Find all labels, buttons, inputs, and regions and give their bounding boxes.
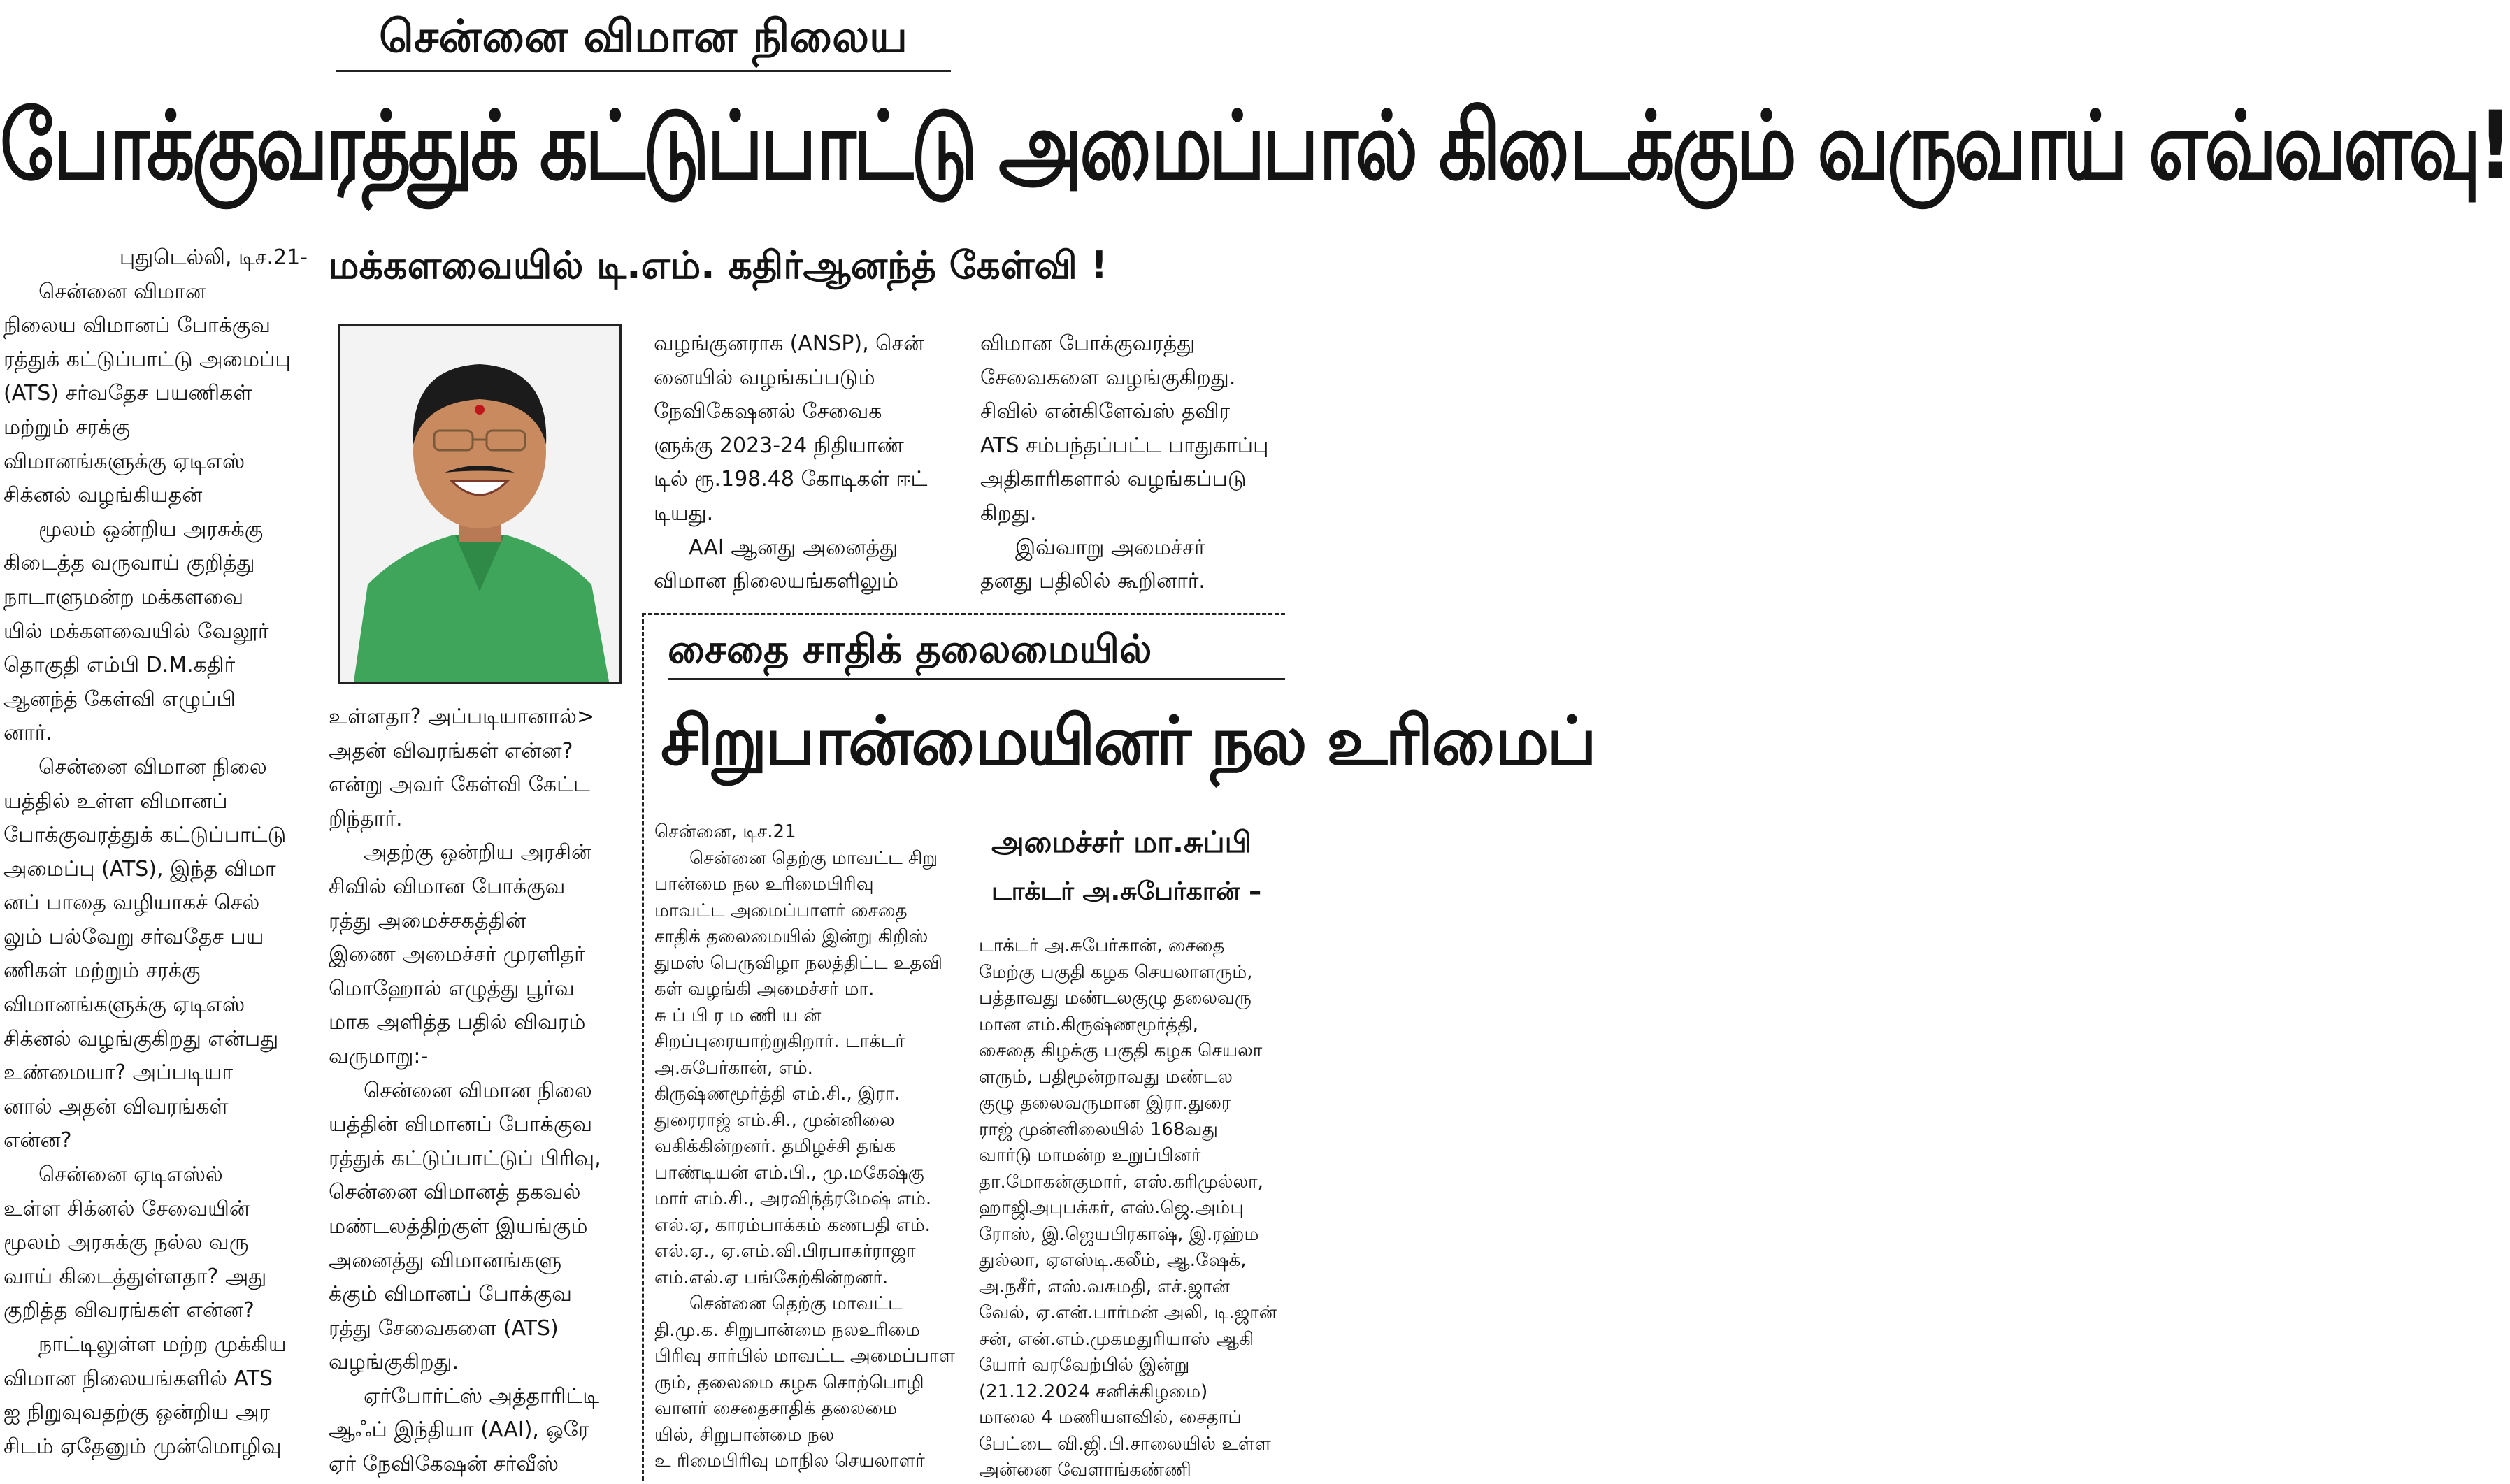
text-line: கிறது. (980, 500, 1037, 526)
text-line: ராஜ் முன்னிலையில் 168வது (979, 1118, 1218, 1140)
text-line: தா.மோகன்குமார், எஸ்.கரிமுல்லா, (979, 1171, 1263, 1193)
text-line: லும் பல்வேறு சர்வதேச பய (3, 924, 264, 949)
text-line: துமஸ் பெருவிழா நலத்திட்ட உதவி (654, 952, 942, 974)
text-line: நாட்டிலுள்ள மற்ற முக்கிய (38, 1332, 287, 1357)
text-line: ஐ நிறுவுவதற்கு ஒன்றிய அர (3, 1400, 271, 1425)
second-kicker: சைதை சாதிக் தலைமையில் (668, 622, 1285, 680)
text-line: ஹாஜிஅபுபக்கர், எஸ்.ஜெ.அம்பு (979, 1197, 1244, 1218)
text-line: விமான நிலையங்களிலும் (654, 569, 899, 594)
text-line: வாய் கிடைத்துள்ளதா? அது (3, 1264, 267, 1289)
text-line: னால் அதன் விவரங்கள் (3, 1094, 229, 1119)
text-line: நிலைய விமானப் போக்குவ (3, 313, 271, 338)
text-line: உண்மையா? அப்படியா (3, 1060, 234, 1086)
text-line: டாக்டர் அ.சுபேர்கான், சைதை (979, 935, 1225, 956)
text-line: பான்மை நல உரிமைபிரிவு (654, 874, 874, 895)
text-line: சிறப்புரையாற்றுகிறார். டாக்டர் (654, 1031, 905, 1052)
text-line: சென்னை விமான நிலை (364, 1078, 592, 1103)
text-line: னார். (3, 721, 52, 746)
text-line: குழு தலைவருமான இரா.துரை (979, 1093, 1231, 1114)
text-line: (21.12.2024 சனிக்கிழமை) (979, 1381, 1208, 1402)
text-line: AAI ஆனது அனைத்து (689, 535, 898, 560)
text-line: உள்ள சிக்னல் சேவையின் (3, 1196, 250, 1221)
text-line: பத்தாவது மண்டலகுழு தலைவரு (979, 988, 1252, 1009)
second-subhead-1: அமைச்சர் மா.சுப்பி (991, 825, 1252, 859)
text-line: சிவில் விமான போக்குவ (329, 874, 566, 899)
text-line: அனைத்து விமானங்களு (329, 1248, 562, 1273)
text-line: றிந்தார். (329, 806, 403, 831)
text-line: புதுடெல்லி, டிச.21- (119, 245, 308, 270)
text-line: க்கும் விமானப் போக்குவ (329, 1282, 572, 1307)
text-line: ணிகள் மற்றும் சரக்கு (3, 958, 201, 984)
text-line: ரத்து சேவைகளை (ATS) (329, 1316, 559, 1341)
text-line: சென்னை விமான (38, 279, 206, 304)
text-line: அன்னை வேளாங்கண்ணி (979, 1460, 1191, 1481)
text-line: சு ப் பி ர ம ணி ய ன் (654, 1004, 822, 1026)
text-line: ATS சம்பந்தப்பட்ட பாதுகாப்பு (980, 433, 1269, 458)
text-line: சிடம் ஏதேனும் முன்மொழிவு (3, 1434, 282, 1459)
text-line: சிக்னல் வழங்கியதன் (3, 483, 203, 508)
text-line: தி.மு.க. சிறுபான்மை நலஉரிமை (654, 1319, 920, 1341)
text-line: ஆனந்த் கேள்வி எழுப்பி (3, 686, 236, 712)
text-line: ரத்துக் கட்டுப்பாட்டு அமைப்பு (3, 347, 291, 372)
text-line: மூலம் அரசுக்கு நல்ல வரு (3, 1230, 249, 1255)
second-article-column-left (654, 819, 955, 1475)
text-line: நாடாளுமன்ற மக்களவை (3, 584, 244, 610)
portrait-illustration (340, 326, 619, 682)
text-line: மாலை 4 மணியளவில், சைதாப் (979, 1407, 1242, 1428)
text-line: ரும், தலைமை கழக சொற்பொழி (654, 1371, 924, 1393)
text-line: மற்றும் சரக்கு (3, 415, 131, 440)
article-column-right-2 (980, 327, 1281, 599)
text-line: எல்.ஏ., ஏ.எம்.வி.பிரபாகர்ராஜா (654, 1241, 916, 1262)
second-subhead-2: டாக்டர் அ.சுபேர்கான் – (991, 877, 1262, 906)
text-line: யத்தின் விமானப் போக்குவ (329, 1112, 593, 1137)
text-line: யில் மக்களவையில் வேலூர் (3, 619, 269, 644)
main-headline: போக்குவரத்துக் கட்டுப்பாட்டு அமைப்பால் கிடைக்கும் வருவாய் எவ்வளவு! (0, 92, 2510, 201)
text-line: போக்குவரத்துக் கட்டுப்பாட்டு (3, 823, 287, 848)
article-column-middle (329, 700, 629, 1482)
text-line: சென்னை விமான நிலை (38, 754, 267, 779)
text-line: கிடைத்த வருவாய் குறித்து (3, 551, 255, 576)
text-line: உ ரிமைபிரிவு மாநில செயலாளர் (654, 1450, 925, 1471)
text-line: வழங்குகிறது. (329, 1350, 459, 1375)
text-line: அதிகாரிகளால் வழங்கப்படு (980, 467, 1247, 492)
portrait-photo (338, 324, 622, 684)
text-line: மூலம் ஒன்றிய அரசுக்கு (38, 517, 264, 542)
text-line: இவ்வாறு அமைச்சர் (1015, 535, 1205, 560)
text-line: சென்னை, டிச.21 (654, 821, 796, 842)
text-line: வருமாறு:- (329, 1044, 429, 1069)
text-line: சேவைகளை வழங்குகிறது. (980, 365, 1236, 390)
text-line: அ.சுபேர்கான், எம். (654, 1057, 813, 1079)
text-line: மாக அளித்த பதில் விவரம் (329, 1010, 586, 1035)
text-line: யில், சிறுபான்மை நல (654, 1424, 835, 1446)
text-line: மார் எம்.சி., அரவிந்த்ரமேஷ் எம். (654, 1188, 932, 1209)
text-line: அதன் விவரங்கள் என்ன? (329, 738, 573, 763)
text-line: மான எம்.கிருஷ்ணமூர்த்தி, (979, 1014, 1198, 1035)
text-line: அமைப்பு (ATS), இந்த விமா (3, 856, 276, 881)
text-line: சென்னை தெற்கு மாவட்ட சிறு (689, 847, 938, 869)
article-column-left (3, 241, 308, 1464)
text-line: சிவில் என்கிளேவ்ஸ் தவிர (980, 399, 1231, 424)
text-line: சிக்னல் வழங்குகிறது என்பது (3, 1026, 279, 1051)
text-line: (ATS) சர்வதேச பயணிகள் (3, 381, 252, 406)
text-line: அ.நசீர், எஸ்.வசுமதி, எச்.ஜான் (979, 1276, 1230, 1297)
text-line: மாவட்ட அமைப்பாளர் சைதை (654, 900, 908, 921)
text-line: சென்னை விமானத் தகவல் (329, 1180, 581, 1205)
text-line: சென்னை ஏடிஎஸ்ல் (38, 1162, 223, 1188)
text-line: சன், என்.எம்.முகமதுரியாஸ் ஆகி (979, 1328, 1254, 1350)
text-line: என்று அவர் கேள்வி கேட்ட (329, 772, 590, 798)
text-line: விமான நிலையங்களில் ATS (3, 1366, 273, 1391)
text-line: டில் ரூ.198.48 கோடிகள் ஈட் (654, 467, 928, 492)
text-line: விமான போக்குவரத்து (980, 331, 1196, 356)
text-line: ளுக்கு 2023-24 நிதியாண் (654, 433, 904, 458)
text-line: தொகுதி எம்பி D.M.கதிர் (3, 653, 236, 678)
text-line: பிரிவு சார்பில் மாவட்ட அமைப்பாள (654, 1346, 955, 1367)
text-line: நேவிகேஷனல் சேவைக (654, 399, 882, 424)
kicker-headline: சென்னை விமான நிலைய (336, 7, 951, 72)
second-article-column-right (979, 933, 1285, 1484)
text-line: என்ன? (3, 1128, 72, 1153)
text-line: உள்ளதா? அப்படியானால்> (329, 705, 595, 729)
text-line: டியது. (654, 500, 714, 526)
text-line: பாண்டியன் எம்.பி., மு.மகேஷ்கு (654, 1162, 924, 1183)
article-column-right-1 (654, 327, 961, 599)
text-line: துல்லா, ஏஎஸ்டி.கலீம், ஆ.ஷேக், (979, 1250, 1247, 1271)
text-line: வார்டு மாமன்ற உறுப்பினர் (979, 1145, 1201, 1166)
text-line: ளரும், பதிமூன்றாவது மண்டல (979, 1066, 1233, 1088)
text-line: எல்.ஏ, காரம்பாக்கம் கணபதி எம். (654, 1214, 931, 1236)
text-line: ஆஃப் இந்தியா (AAI), ஒரே (329, 1418, 589, 1443)
text-line: இணை அமைச்சர் முரளிதர் (329, 942, 585, 967)
text-line: பேட்டை வி.ஜி.பி.சாலையில் உள்ள (979, 1433, 1271, 1455)
text-line: கிருஷ்ணமூர்த்தி எம்.சி., இரா. (654, 1083, 901, 1104)
text-line: மண்டலத்திற்குள் இயங்கும் (329, 1213, 588, 1239)
text-line: தனது பதிலில் கூறினார். (980, 569, 1205, 594)
text-line: ரத்து அமைச்சகத்தின் (329, 908, 526, 933)
sub-headline: மக்களவையில் டி.எம். கதிர்ஆனந்த் கேள்வி ! (329, 243, 1108, 287)
text-line: அதற்கு ஒன்றிய அரசின் (364, 840, 592, 865)
text-line: விமானங்களுக்கு ஏடிஎஸ் (3, 449, 245, 474)
text-line: ரோஸ், இ.ஜெயபிரகாஷ், இ.ரஹ்ம (979, 1223, 1259, 1245)
text-line: வாளர் சைதைசாதிக் தலைமை (654, 1398, 898, 1419)
text-line: ஏர்போர்ட்ஸ் அத்தாரிட்டி (364, 1383, 600, 1409)
text-line: னையில் வழங்கப்படும் (654, 365, 875, 390)
text-line: யத்தில் உள்ள விமானப் (3, 788, 228, 814)
text-line: ரத்துக் கட்டுப்பாட்டுப் பிரிவு, (329, 1146, 601, 1171)
text-line: சென்னை தெற்கு மாவட்ட (689, 1293, 903, 1314)
text-line: எம்.எல்.ஏ பங்கேற்கின்றனர். (654, 1267, 889, 1288)
text-line: வகிக்கின்றனர். தமிழச்சி தங்க (654, 1136, 896, 1157)
text-line: துரைராஜ் எம்.சி., முன்னிலை (654, 1109, 895, 1131)
text-line: விமானங்களுக்கு ஏடிஎஸ் (3, 993, 245, 1018)
text-line: மேற்கு பகுதி கழக செயலாளரும், (979, 961, 1253, 983)
text-line: வேல், ஏ.என்.பார்மன் அலி, டி.ஜான் (979, 1302, 1277, 1323)
text-line: ஏர் நேவிகேஷன் சர்வீஸ் (329, 1452, 559, 1477)
text-line: னப் பாதை வழியாகச் செல் (3, 891, 260, 916)
text-line: குறித்த விவரங்கள் என்ன? (3, 1298, 254, 1323)
text-line: மொஹோல் எழுத்து பூர்வ (329, 976, 575, 1001)
text-line: கள் வழங்கி அமைச்சர் மா. (654, 979, 875, 1000)
text-line: சாதிக் தலைமையில் இன்று கிறிஸ் (654, 926, 928, 947)
text-line: சைதை கிழக்கு பகுதி கழக செயலா (979, 1040, 1263, 1061)
text-line: வழங்குனராக (ANSP), சென் (654, 331, 924, 356)
text-line: யோர் வரவேற்பில் இன்று (979, 1355, 1190, 1376)
second-headline: சிறுபான்மையினர் நல உரிமைப் (661, 702, 1595, 780)
